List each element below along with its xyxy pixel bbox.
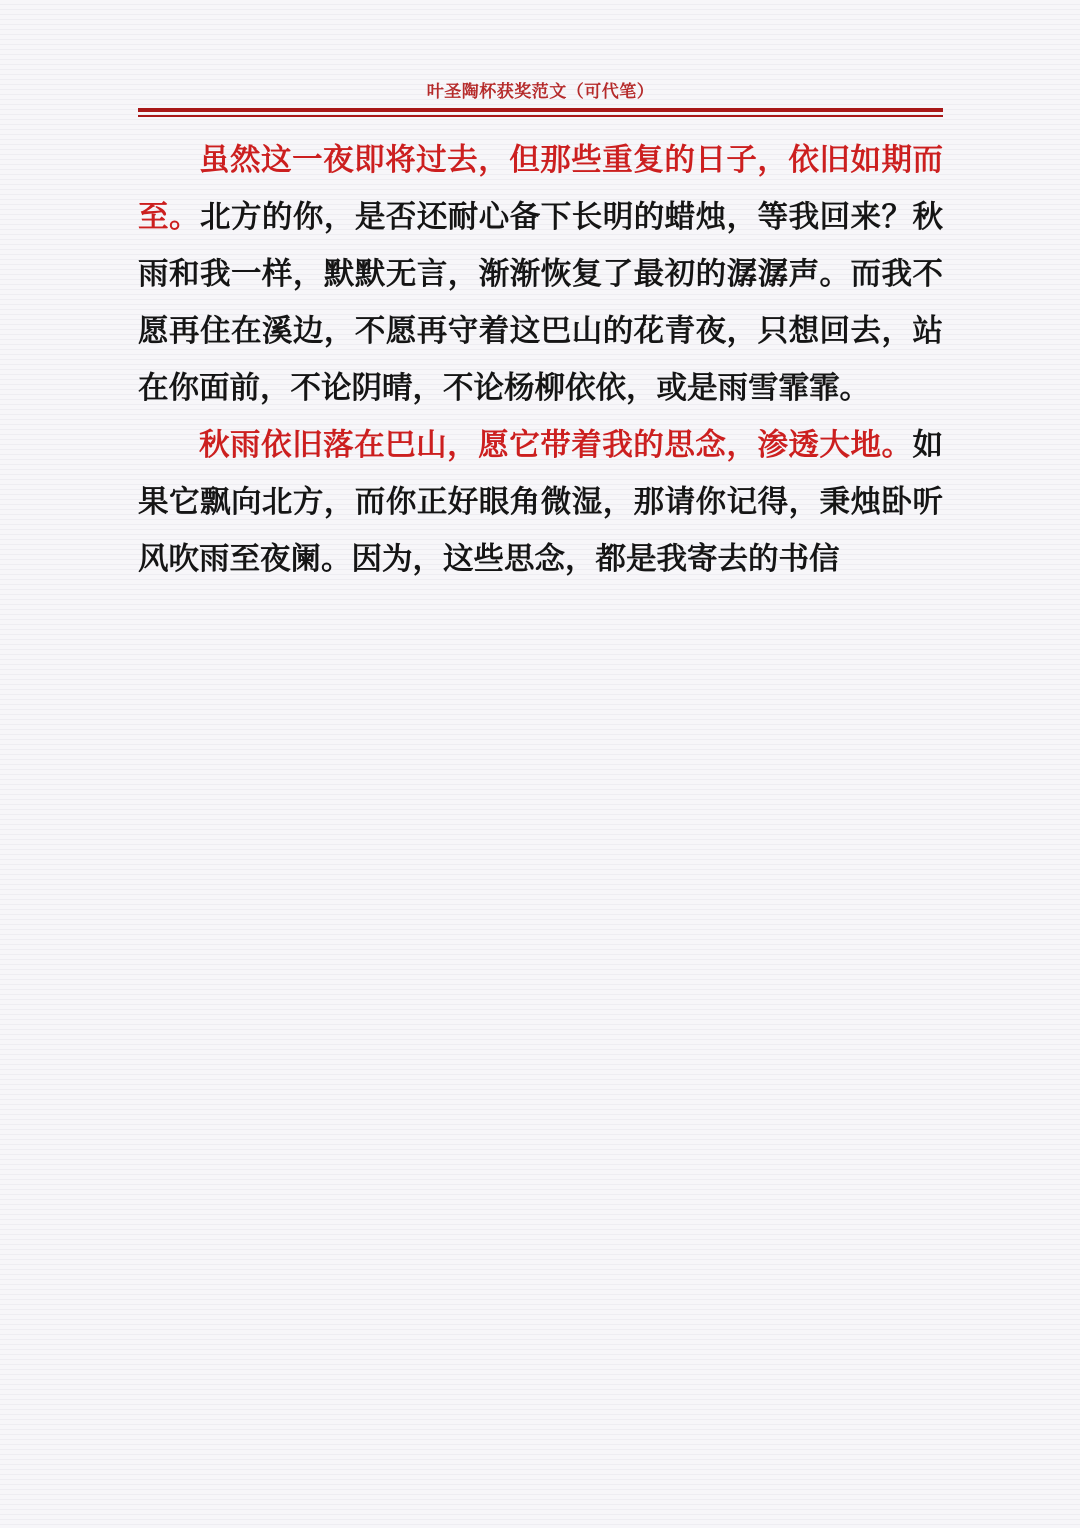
header-rule-thin (138, 115, 943, 117)
paragraph-2 (138, 417, 943, 588)
paragraph-1 (138, 132, 943, 417)
page-header-title: 叶圣陶杯获奖范文（可代笔） (426, 82, 655, 102)
paragraph-1-highlight: 虽然这一夜即将过去，但那些重复的日子，依旧如期而至。 (138, 142, 943, 235)
paragraph-2-highlight: 秋雨依旧落在巴山，愿它带着我的思念，渗透大地。 (199, 427, 913, 463)
header-rule-thick (138, 108, 943, 112)
paragraph-2-text: 如果它飘向北方，而你正好眼角微湿，那请你记得，秉烛卧听风吹雨至夜阑。因为，这些思念，都是我寄去的书信 (138, 427, 943, 577)
essay-body (138, 132, 943, 588)
paragraph-1-text: 北方的你，是否还耐心备下长明的蜡烛，等我回来？秋雨和我一样，默默无言，渐渐恢复了最初的潺潺声。而我不愿再住在溪边，不愿再守着这巴山的花青夜，只想回去，站在你面前，不论阴晴，不论杨柳依依，或是雨雪霏霏。 (138, 199, 944, 406)
